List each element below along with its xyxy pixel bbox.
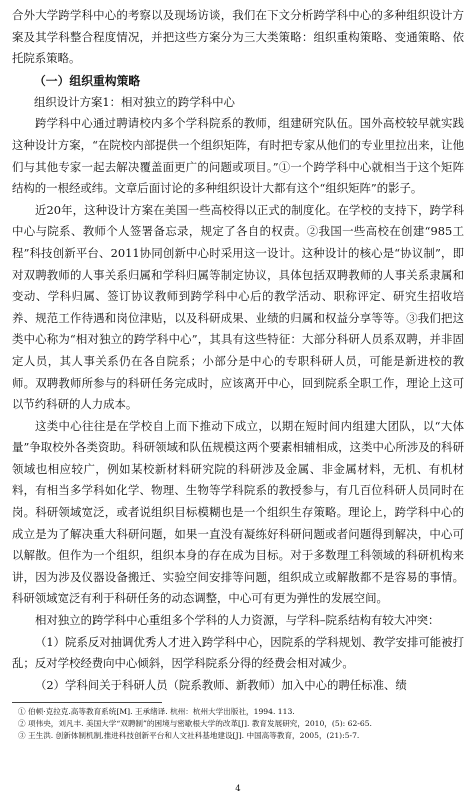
paragraph-4: 相对独立的跨学科中心重组多个学科的人力资源，与学科–院系结构有较大冲突： bbox=[35, 613, 440, 628]
footnote-divider bbox=[12, 702, 162, 703]
intro-paragraph: 合外大学跨学科中心的考察以及现场访谈，我们在下文分析跨学科中心的多种组织设计方案及其学科整合程度情况，并把这些方案分为三大类策略：组织重构策略、变通策略、依托院系策略。 bbox=[12, 8, 464, 66]
page-number: 4 bbox=[235, 784, 241, 794]
footnote-1: ① 伯顿·克拉克.高等教育系统[M]. 王承绪译. 杭州：杭州大学出版社，1994. 113. bbox=[18, 707, 295, 717]
subsection-title: 组织设计方案1：相对独立的跨学科中心 bbox=[34, 94, 235, 109]
paragraph-1: 跨学科中心通过聘请校内多个学科院系的教师，组建研究队伍。国外高校较早就实践这种设计方案，“在院校内部提供一个组织矩阵，有时把专家从他们的专业里拉出来，让他们与其他专家一起去解决覆盖面更广的问题或项目。”①一个跨学科中心就相当于这个矩阵结构的一根经或纬。文章后面讨论的多种组织设计大都有这个“组织矩阵”的影子。 bbox=[12, 116, 464, 196]
paragraph-6: （2）学科间关于科研人员（院系教师、新教师）加入中心的聘任标准、绩 bbox=[35, 677, 407, 692]
paragraph-3: 这类中心往往是在学校自上而下推动下成立，以期在短时间内组建大团队，以“大体量”争取校外各类资助。科研领域和队伍规模这两个要素相辅相成，这类中心所涉及的科研领域也相应较广，例如某校新材料研究院的科研涉及金属、非金属材料，无机、有机材料，有相当多学科如化学、物理、生物等学科院系的教授参与，有几百位科研人员同时在岗。科研领域宽泛，或者说组织目标模糊也是一个组织生存策略。理论上，跨学科中心的成立是为了解决重大科研问题，如果一直没有凝练好科研问题或者问题得到解决，中心可以解散。但作为一个组织，组织本身的存在成为目标。对于多数理工科领域的科研机构来讲，因为涉及仪器设备搬迁、实验空间安排等问题，组织成立或解散都不是容易的事情。科研领域宽泛有利于科研任务的动态调整，中心可有更为弹性的发展空间。 bbox=[12, 418, 464, 606]
footnote-3: ③ 王生洪. 创新体制机制,推进科技创新平台和人文社科基地建设[J]. 中国高等教育，2005，(21):5-7. bbox=[18, 731, 360, 741]
paragraph-5: （1）院系反对抽调优秀人才进入跨学科中心，因院系的学科规划、教学安排可能被打乱；反对学校经费向中心倾斜，因学科院系分得的经费会相对减少。 bbox=[12, 634, 464, 671]
paragraph-2: 近20年，这种设计方案在美国一些高校得以正式的制度化。在学校的支持下，跨学科中心与院系、教师个人签署备忘录，规定了各自的权责。②我国一些高校在创建“985工程”科技创新平台、2011协同创新中心时采用这一设计。这种设计的核心是“协议制”，即对双聘教师的人事关系归属和学科归属等制定协议，具体包括双聘教师的人事关系隶属和变动、学科归属、签订协议教师到跨学科中心后的教学活动、职称评定、研究生招收培养、规范工作待遇和岗位津贴，以及科研成果、业绩的归属和权益分享等等。③我们把这类中心称为“相对独立的跨学科中心”，其具有这些特征：大部分科研人员系双聘，并非固定人员，其人事关系仍在各自院系；小部分是中心的专职科研人员，可能是新进校的教师。双聘教师所参与的科研任务完成时，应该离开中心，回到院系全职工作，理论上这可以节约科研的人力成本。 bbox=[12, 202, 464, 412]
section-heading: （一）组织重构策略 bbox=[34, 73, 141, 88]
footnote-2: ② 项伟央，刘凡丰. 美国大学“双聘制”的困境与密歇根大学的改革[J]. 教育发展研究，2010，(5): 62-65. bbox=[18, 719, 372, 729]
